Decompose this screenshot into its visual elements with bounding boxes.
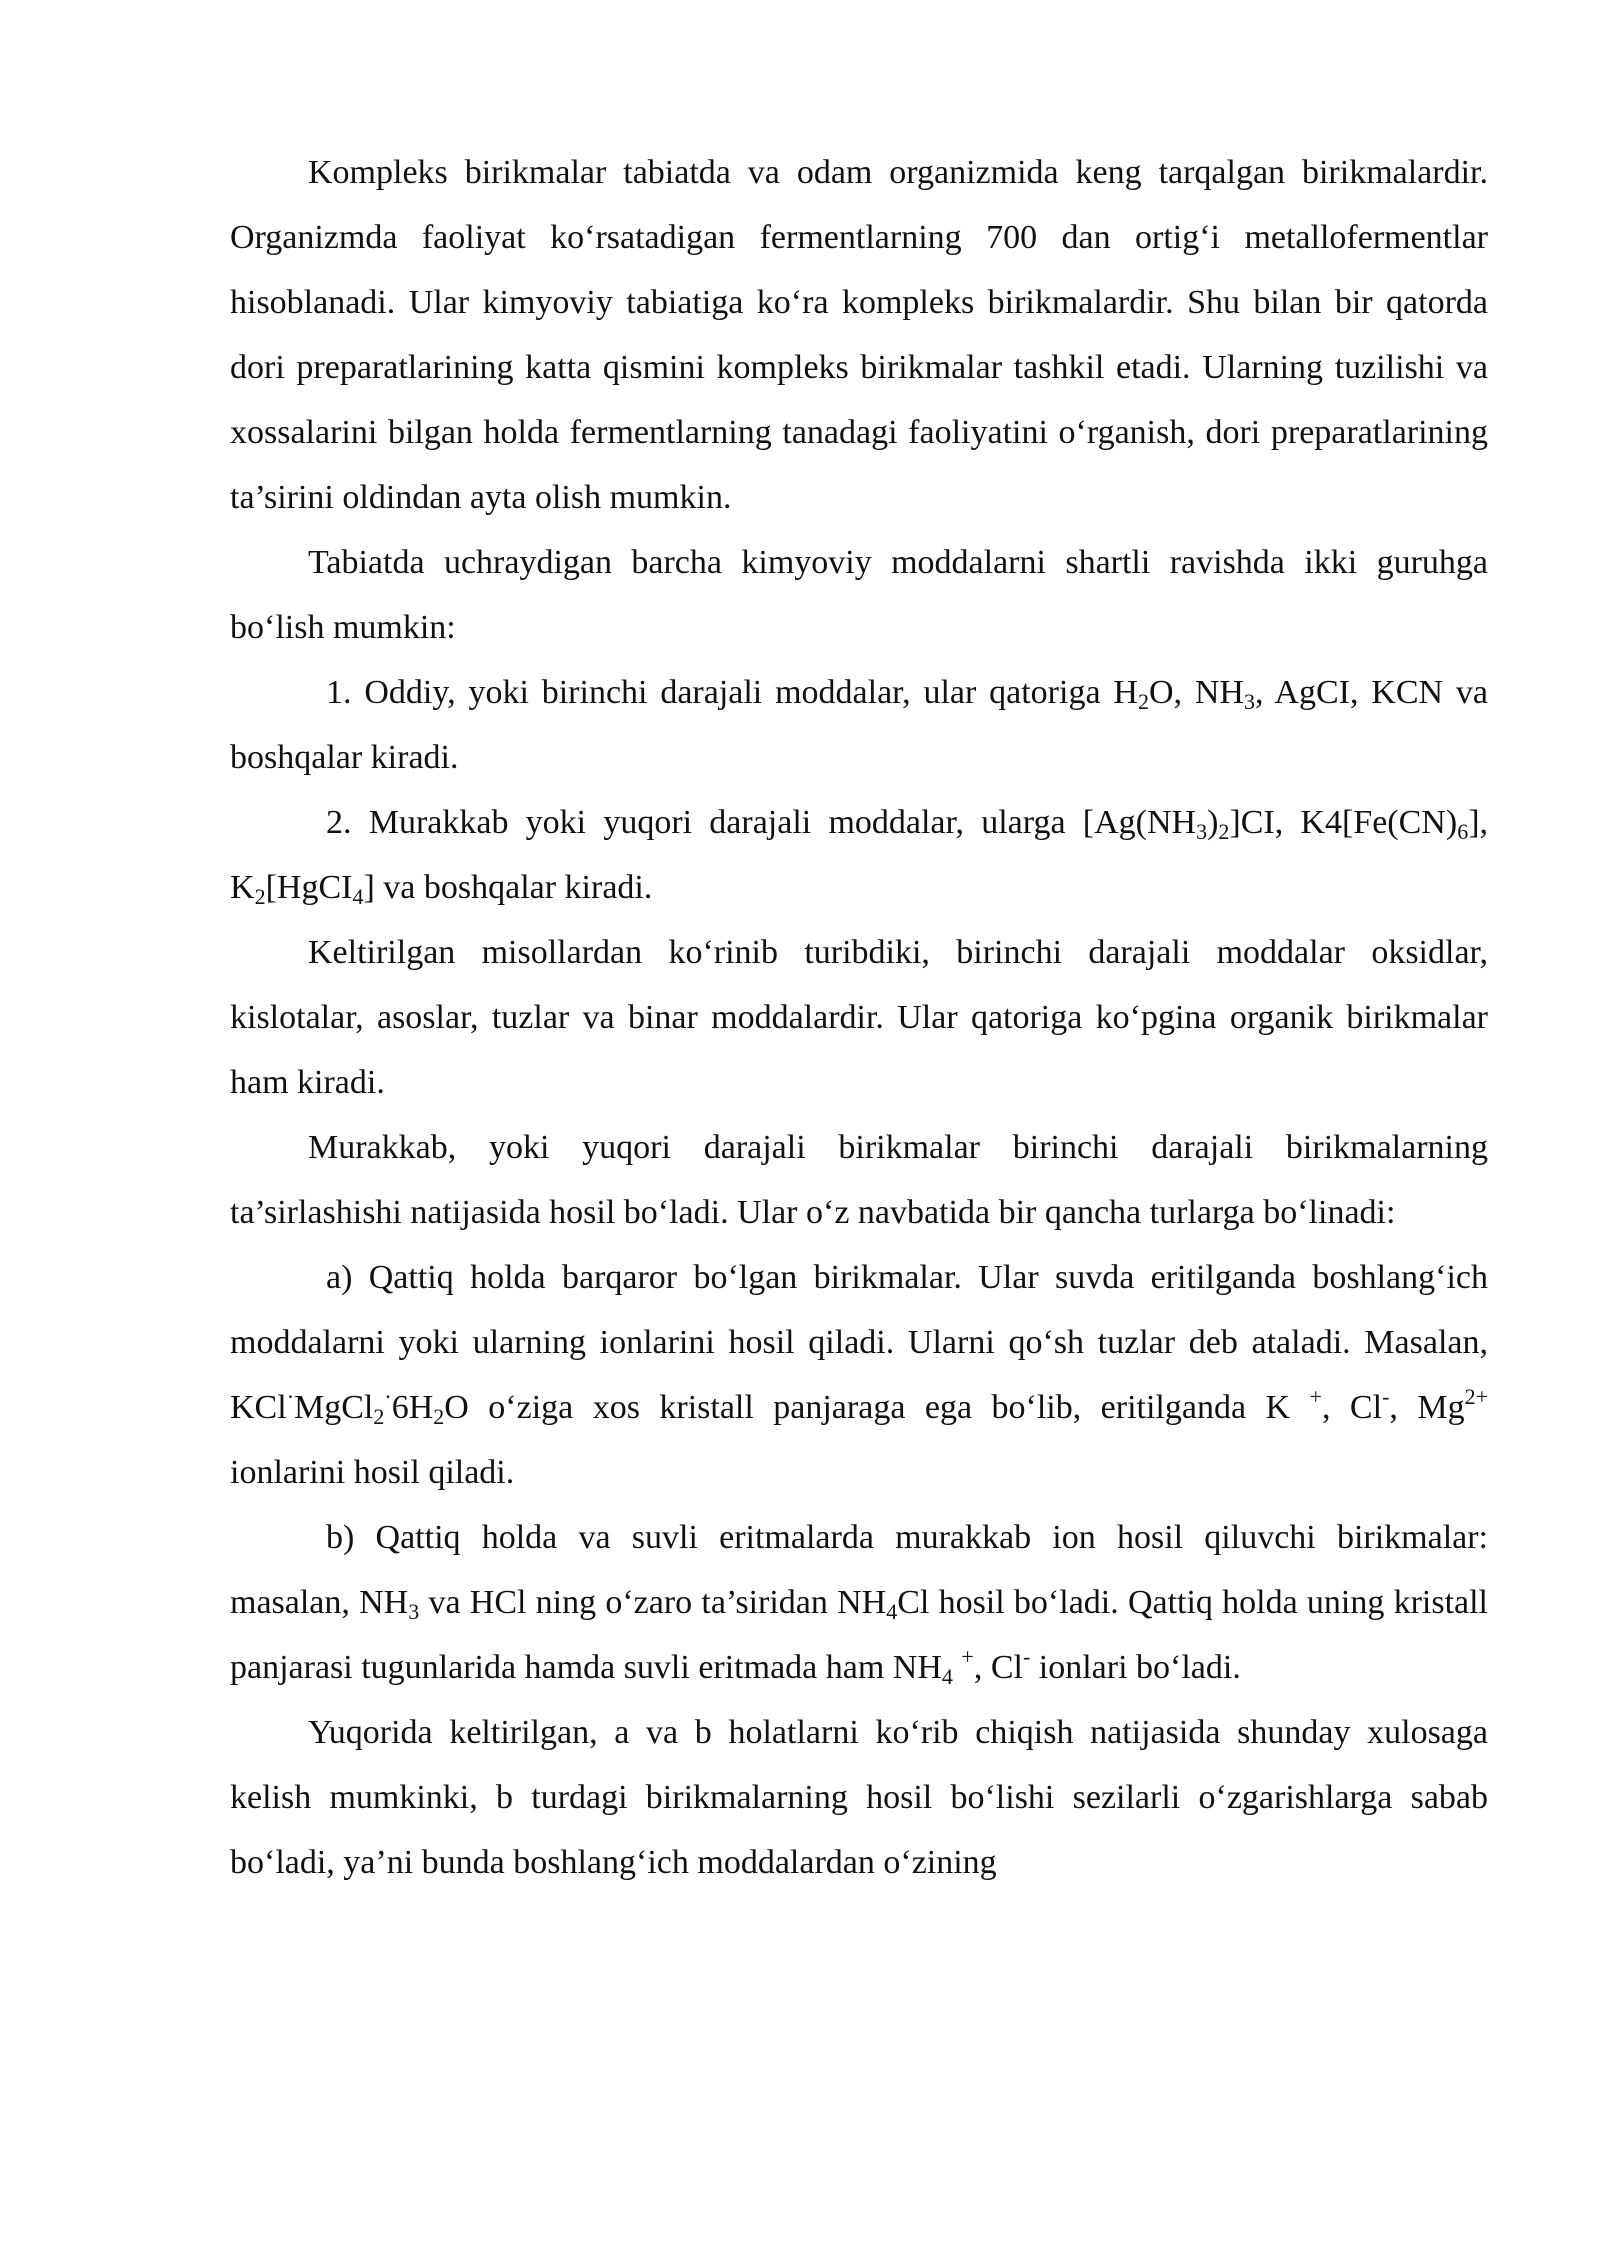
text-run: O o‘ziga xos kristall panjaraga ega bo‘lib, eritilganda K bbox=[444, 1389, 1310, 1426]
text-run: ] va boshqalar kiradi. bbox=[363, 869, 653, 906]
subscript: 2 bbox=[373, 1404, 385, 1429]
subscript: 3 bbox=[1243, 689, 1255, 714]
subscript: 4 bbox=[886, 1599, 898, 1624]
paragraph bbox=[230, 920, 1488, 1115]
text-run: Tabiatda uchraydigan barcha kimyoviy moddalarni shartli ravishda ikki guruhga bo‘lish mumkin: bbox=[230, 544, 1488, 646]
subscript: 2 bbox=[254, 884, 266, 909]
text-run: , AgCI, KCN va boshqalar kiradi. bbox=[230, 674, 1488, 776]
superscript: 2+ bbox=[1464, 1384, 1489, 1409]
subscript: 3 bbox=[1196, 819, 1208, 844]
subscript: 4 bbox=[941, 1664, 953, 1689]
subscript: 6 bbox=[1457, 819, 1469, 844]
text-run: a) Qattiq holda barqaror bo‘lgan birikmalar. Ular suvda eritilganda boshlang‘ich moddalarni yoki ularning ionlarini hosil qiladi. Ularni qo‘sh tuzlar deb ataladi. Masalan, KCl bbox=[230, 1259, 1488, 1426]
superscript: + bbox=[1309, 1384, 1322, 1409]
text-run: 2. Murakkab yoki yuqori darajali moddalar, ularga [Ag(NH bbox=[326, 804, 1197, 841]
text-run: , Cl bbox=[1321, 1389, 1383, 1426]
text-run: 6H bbox=[391, 1389, 434, 1426]
text-run: 1. Oddiy, yoki birinchi darajali moddalar, ular qatoriga H bbox=[326, 674, 1138, 711]
text-run: b) Qattiq holda va suvli eritmalarda murakkab ion hosil qiluvchi birikmalar: masalan, NH bbox=[230, 1519, 1488, 1621]
text-run: Yuqorida keltirilgan, a va b holatlarni ko‘rib chiqish natijasida shunday xulosaga kelish mumkinki, b turdagi birikmalarning hosil bo‘lishi sezilarli o‘zgarishlarga sabab bo‘ladi, ya’ni bunda boshlang‘ich moddalardan o‘zining bbox=[230, 1714, 1488, 1881]
text-run: Cl hosil bo‘ladi. Qattiq holda uning kristall panjarasi tugunlarida hamda suvli eritmada ham NH bbox=[230, 1584, 1489, 1686]
text-run: Kompleks birikmalar tabiatda va odam organizmida keng tarqalgan birikmalardir. Organizmda faoliyat ko‘rsatadigan fermentlarning 700 dan ortig‘i metallofermentlar hisoblanadi. Ular kimyoviy tabiatiga ko‘ra kompleks birikmalardir. Shu bilan bir qatorda dori preparatlarining katta qismini kompleks birikmalar tashkil etadi. Ularning tuzilishi va xossalarini bilgan holda fermentlarning tanadagi faoliyatini o‘rganish, dori preparatlarining ta’sirini oldindan ayta olish mumkin. bbox=[230, 154, 1488, 516]
superscript: + bbox=[961, 1644, 974, 1669]
text-run: ], K bbox=[230, 804, 1489, 906]
paragraph bbox=[230, 530, 1488, 660]
subscript: 4 bbox=[352, 884, 364, 909]
superscript: - bbox=[1382, 1384, 1390, 1409]
superscript: · bbox=[384, 1384, 392, 1409]
text-run: ionlarini hosil qiladi. bbox=[230, 1454, 515, 1491]
text-run: [HgCI bbox=[265, 869, 353, 906]
text-run: ]CI, K4[Fe(CN) bbox=[1229, 804, 1458, 841]
text-run: Keltirilgan misollardan ko‘rinib turibdiki, birinchi darajali moddalar oksidlar, kislotalar, asoslar, tuzlar va binar moddalardir. Ular qatoriga ko‘pgina organik birikmalar ham kiradi. bbox=[230, 934, 1488, 1101]
superscript: - bbox=[1022, 1644, 1031, 1669]
text-run: , Mg bbox=[1389, 1389, 1465, 1426]
text-run: O, NH bbox=[1148, 674, 1244, 711]
paragraph bbox=[230, 1700, 1488, 1895]
list-item bbox=[230, 1245, 1488, 1505]
subscript: 3 bbox=[408, 1599, 420, 1624]
superscript: · bbox=[286, 1384, 295, 1409]
text-run: ) bbox=[1207, 804, 1219, 841]
text-run: ionlari bo‘ladi. bbox=[1030, 1649, 1241, 1686]
text-run: , Cl bbox=[973, 1649, 1023, 1686]
subscript: 2 bbox=[433, 1404, 445, 1429]
document-page bbox=[230, 140, 1488, 1895]
subscript: 2 bbox=[1218, 819, 1230, 844]
list-item bbox=[230, 660, 1488, 790]
text-run: MgCl bbox=[294, 1389, 374, 1426]
subscript: 2 bbox=[1137, 689, 1149, 714]
list-item bbox=[230, 790, 1488, 920]
text-run: va HCl ning o‘zaro ta’siridan NH bbox=[419, 1584, 887, 1621]
paragraph bbox=[230, 1115, 1488, 1245]
list-item bbox=[230, 1505, 1488, 1700]
paragraph bbox=[230, 140, 1488, 530]
text-run: Murakkab, yoki yuqori darajali birikmalar birinchi darajali birikmalarning ta’sirlashishi natijasida hosil bo‘ladi. Ular o‘z navbatida bir qancha turlarga bo‘linadi: bbox=[230, 1129, 1488, 1231]
